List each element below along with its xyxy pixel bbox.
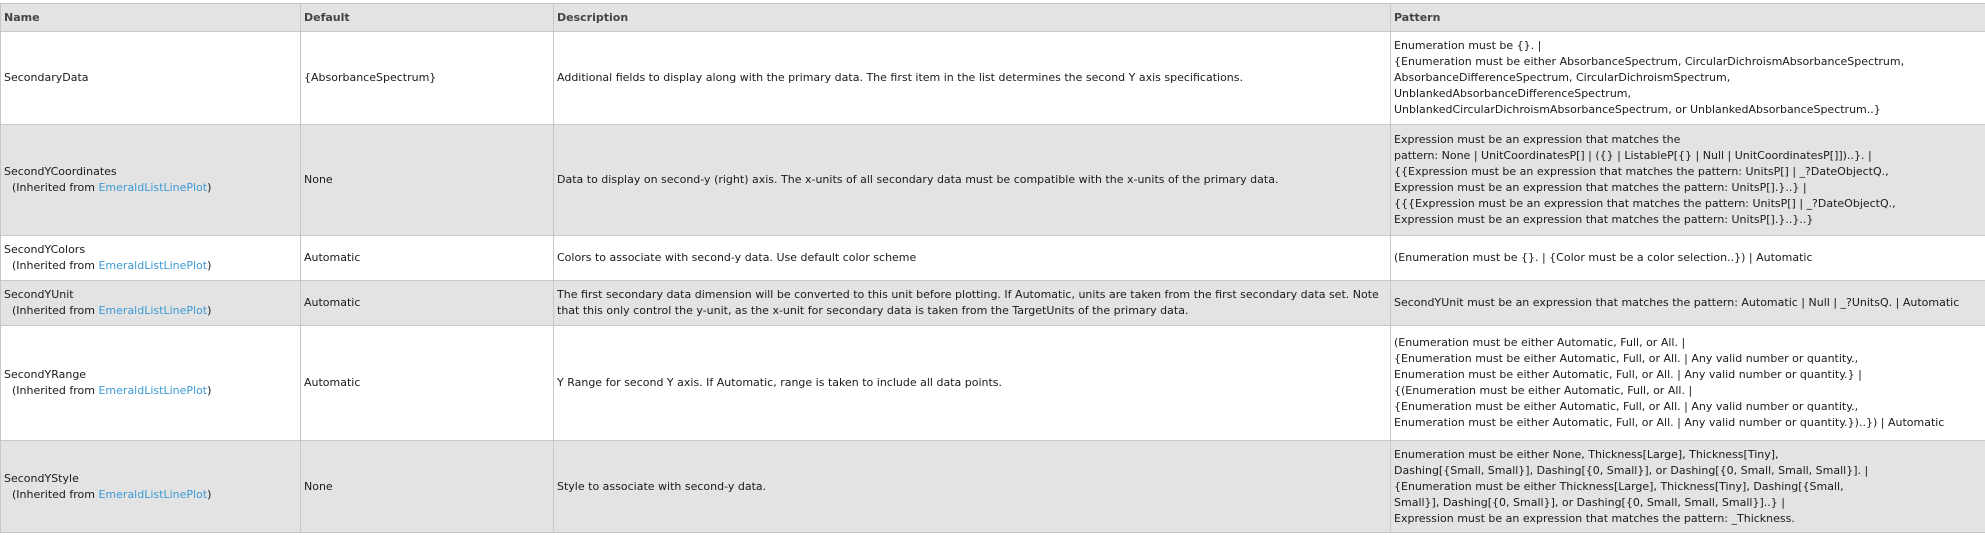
option-name-cell <box>1 281 301 326</box>
inherited-suffix: ) <box>207 259 212 272</box>
header-description: Description <box>554 4 1391 32</box>
inherited-link[interactable]: EmeraldListLinePlot <box>98 181 208 194</box>
description-text: Y Range for second Y axis. If Automatic, range is taken to include all data points. <box>554 326 1391 441</box>
inherited-link[interactable]: EmeraldListLinePlot <box>98 487 208 501</box>
pattern-line: Expression must be an expression that matches the pattern: UnitsP[].}..}..} <box>1394 213 1814 226</box>
inherited-note <box>4 180 297 196</box>
pattern-line: pattern: None | UnitCoordinatesP[] | ({} | ListableP[{} | Null | UnitCoordinatesP[]])..}. | <box>1394 149 1872 162</box>
pattern-line: Dashing[{Small, Small}], Dashing[{0, Small}], or Dashing[{0, Small, Small, Small}]. | <box>1394 463 1869 477</box>
inherited-suffix: ) <box>207 181 212 194</box>
inherited-link[interactable]: EmeraldListLinePlot <box>98 259 208 272</box>
pattern-line: (Enumeration must be {}. | {Color must be a color selection..}) | Automatic <box>1394 251 1813 264</box>
inherited-prefix: (Inherited from <box>12 487 99 501</box>
inherited-suffix: ) <box>207 487 212 501</box>
pattern-line: UnblankedAbsorbanceDifferenceSpectrum, <box>1394 87 1632 100</box>
pattern-line: SecondYUnit must be an expression that matches the pattern: Automatic | Null | _?UnitsQ. | Automatic <box>1394 296 1960 309</box>
inherited-prefix: (Inherited from <box>12 181 99 194</box>
table-row <box>1 236 1985 281</box>
pattern-cell <box>1391 236 1985 281</box>
inherited-note <box>4 258 297 274</box>
pattern-line: UnblankedCircularDichroismAbsorbanceSpectrum, or UnblankedAbsorbanceSpectrum..} <box>1394 103 1881 116</box>
description-text: Colors to associate with second-y data. Use default color scheme <box>554 236 1391 281</box>
pattern-line: Enumeration must be {}. | <box>1394 39 1542 52</box>
option-name: SecondYCoordinates <box>4 165 117 178</box>
pattern-line: {Enumeration must be either Automatic, Full, or All. | Any valid number or quantity., <box>1394 400 1859 413</box>
table-row <box>1 281 1985 326</box>
option-name-cell <box>1 125 301 236</box>
option-name-cell <box>1 326 301 441</box>
pattern-line: {Enumeration must be either Automatic, Full, or All. | Any valid number or quantity., <box>1394 352 1859 365</box>
inherited-link[interactable]: EmeraldListLinePlot <box>98 304 208 317</box>
description-text: Data to display on second-y (right) axis. The x-units of all secondary data must be compatible with the x-units of the primary data. <box>554 125 1391 236</box>
table-row <box>1 32 1985 125</box>
inherited-prefix: (Inherited from <box>12 259 99 272</box>
pattern-line: Expression must be an expression that matches the pattern: _Thickness. <box>1394 511 1795 525</box>
pattern-line: Enumeration must be either None, Thickness[Large], Thickness[Tiny], <box>1394 447 1779 461</box>
pattern-line: {Enumeration must be either Thickness[Large], Thickness[Tiny], Dashing[{Small, <box>1394 479 1844 493</box>
default-value: Automatic <box>301 281 554 326</box>
option-name: SecondYStyle <box>4 471 79 485</box>
pattern-cell <box>1391 32 1985 125</box>
pattern-line: Enumeration must be either Automatic, Full, or All. | Any valid number or quantity.})..}) | Automatic <box>1394 416 1945 429</box>
pattern-cell <box>1391 125 1985 236</box>
inherited-prefix: (Inherited from <box>12 304 99 317</box>
pattern-line: {{{Expression must be an expression that matches the pattern: UnitsP[] | _?DateObjectQ., <box>1394 197 1896 210</box>
table-row <box>1 125 1985 236</box>
default-value: Automatic <box>301 236 554 281</box>
inherited-note <box>4 303 297 319</box>
inherited-suffix: ) <box>207 384 212 397</box>
pattern-line: {(Enumeration must be either Automatic, Full, or All. | <box>1394 384 1693 397</box>
default-value: None <box>301 441 554 533</box>
pattern-cell <box>1391 326 1985 441</box>
header-default: Default <box>301 4 554 32</box>
default-value: {AbsorbanceSpectrum} <box>301 32 554 125</box>
pattern-line: Expression must be an expression that matches the <box>1394 133 1681 146</box>
header-row <box>1 4 1985 32</box>
pattern-line: Enumeration must be either Automatic, Full, or All. | Any valid number or quantity.} | <box>1394 368 1862 381</box>
option-name-cell <box>1 441 301 533</box>
inherited-link[interactable]: EmeraldListLinePlot <box>98 384 208 397</box>
header-pattern: Pattern <box>1391 4 1985 32</box>
option-name: SecondYUnit <box>4 288 74 301</box>
pattern-line: (Enumeration must be either Automatic, Full, or All. | <box>1394 336 1686 349</box>
inherited-note <box>4 383 297 399</box>
pattern-line: AbsorbanceDifferenceSpectrum, CircularDichroismSpectrum, <box>1394 71 1731 84</box>
table-row <box>1 441 1985 533</box>
description-text: Additional fields to display along with the primary data. The first item in the list determines the second Y axis specifications. <box>554 32 1391 125</box>
description-text: Style to associate with second-y data. <box>554 441 1391 533</box>
inherited-prefix: (Inherited from <box>12 384 99 397</box>
table-row <box>1 326 1985 441</box>
option-name-cell <box>1 236 301 281</box>
description-text: The first secondary data dimension will be converted to this unit before plotting. If Automatic, units are taken from the first secondary data set. Note that this only control the y-unit, as the x-unit for secondary data is taken from the TargetUnits of the primary data. <box>554 281 1391 326</box>
option-name: SecondYRange <box>4 368 87 381</box>
pattern-cell <box>1391 441 1985 533</box>
default-value: Automatic <box>301 326 554 441</box>
pattern-line: {Enumeration must be either AbsorbanceSpectrum, CircularDichroismAbsorbanceSpectrum, <box>1394 55 1905 68</box>
option-name: SecondYColors <box>4 243 86 256</box>
option-name: SecondaryData <box>4 71 89 84</box>
pattern-line: Small}], Dashing[{0, Small}], or Dashing[{0, Small, Small, Small}]..} | <box>1394 495 1785 509</box>
pattern-cell <box>1391 281 1985 326</box>
options-table <box>0 3 1985 533</box>
pattern-line: {{Expression must be an expression that matches the pattern: UnitsP[] | _?DateObjectQ., <box>1394 165 1889 178</box>
inherited-note <box>4 487 297 503</box>
default-value: None <box>301 125 554 236</box>
inherited-suffix: ) <box>207 304 212 317</box>
pattern-line: Expression must be an expression that matches the pattern: UnitsP[].}..} | <box>1394 181 1807 194</box>
option-name-cell <box>1 32 301 125</box>
header-name: Name <box>1 4 301 32</box>
